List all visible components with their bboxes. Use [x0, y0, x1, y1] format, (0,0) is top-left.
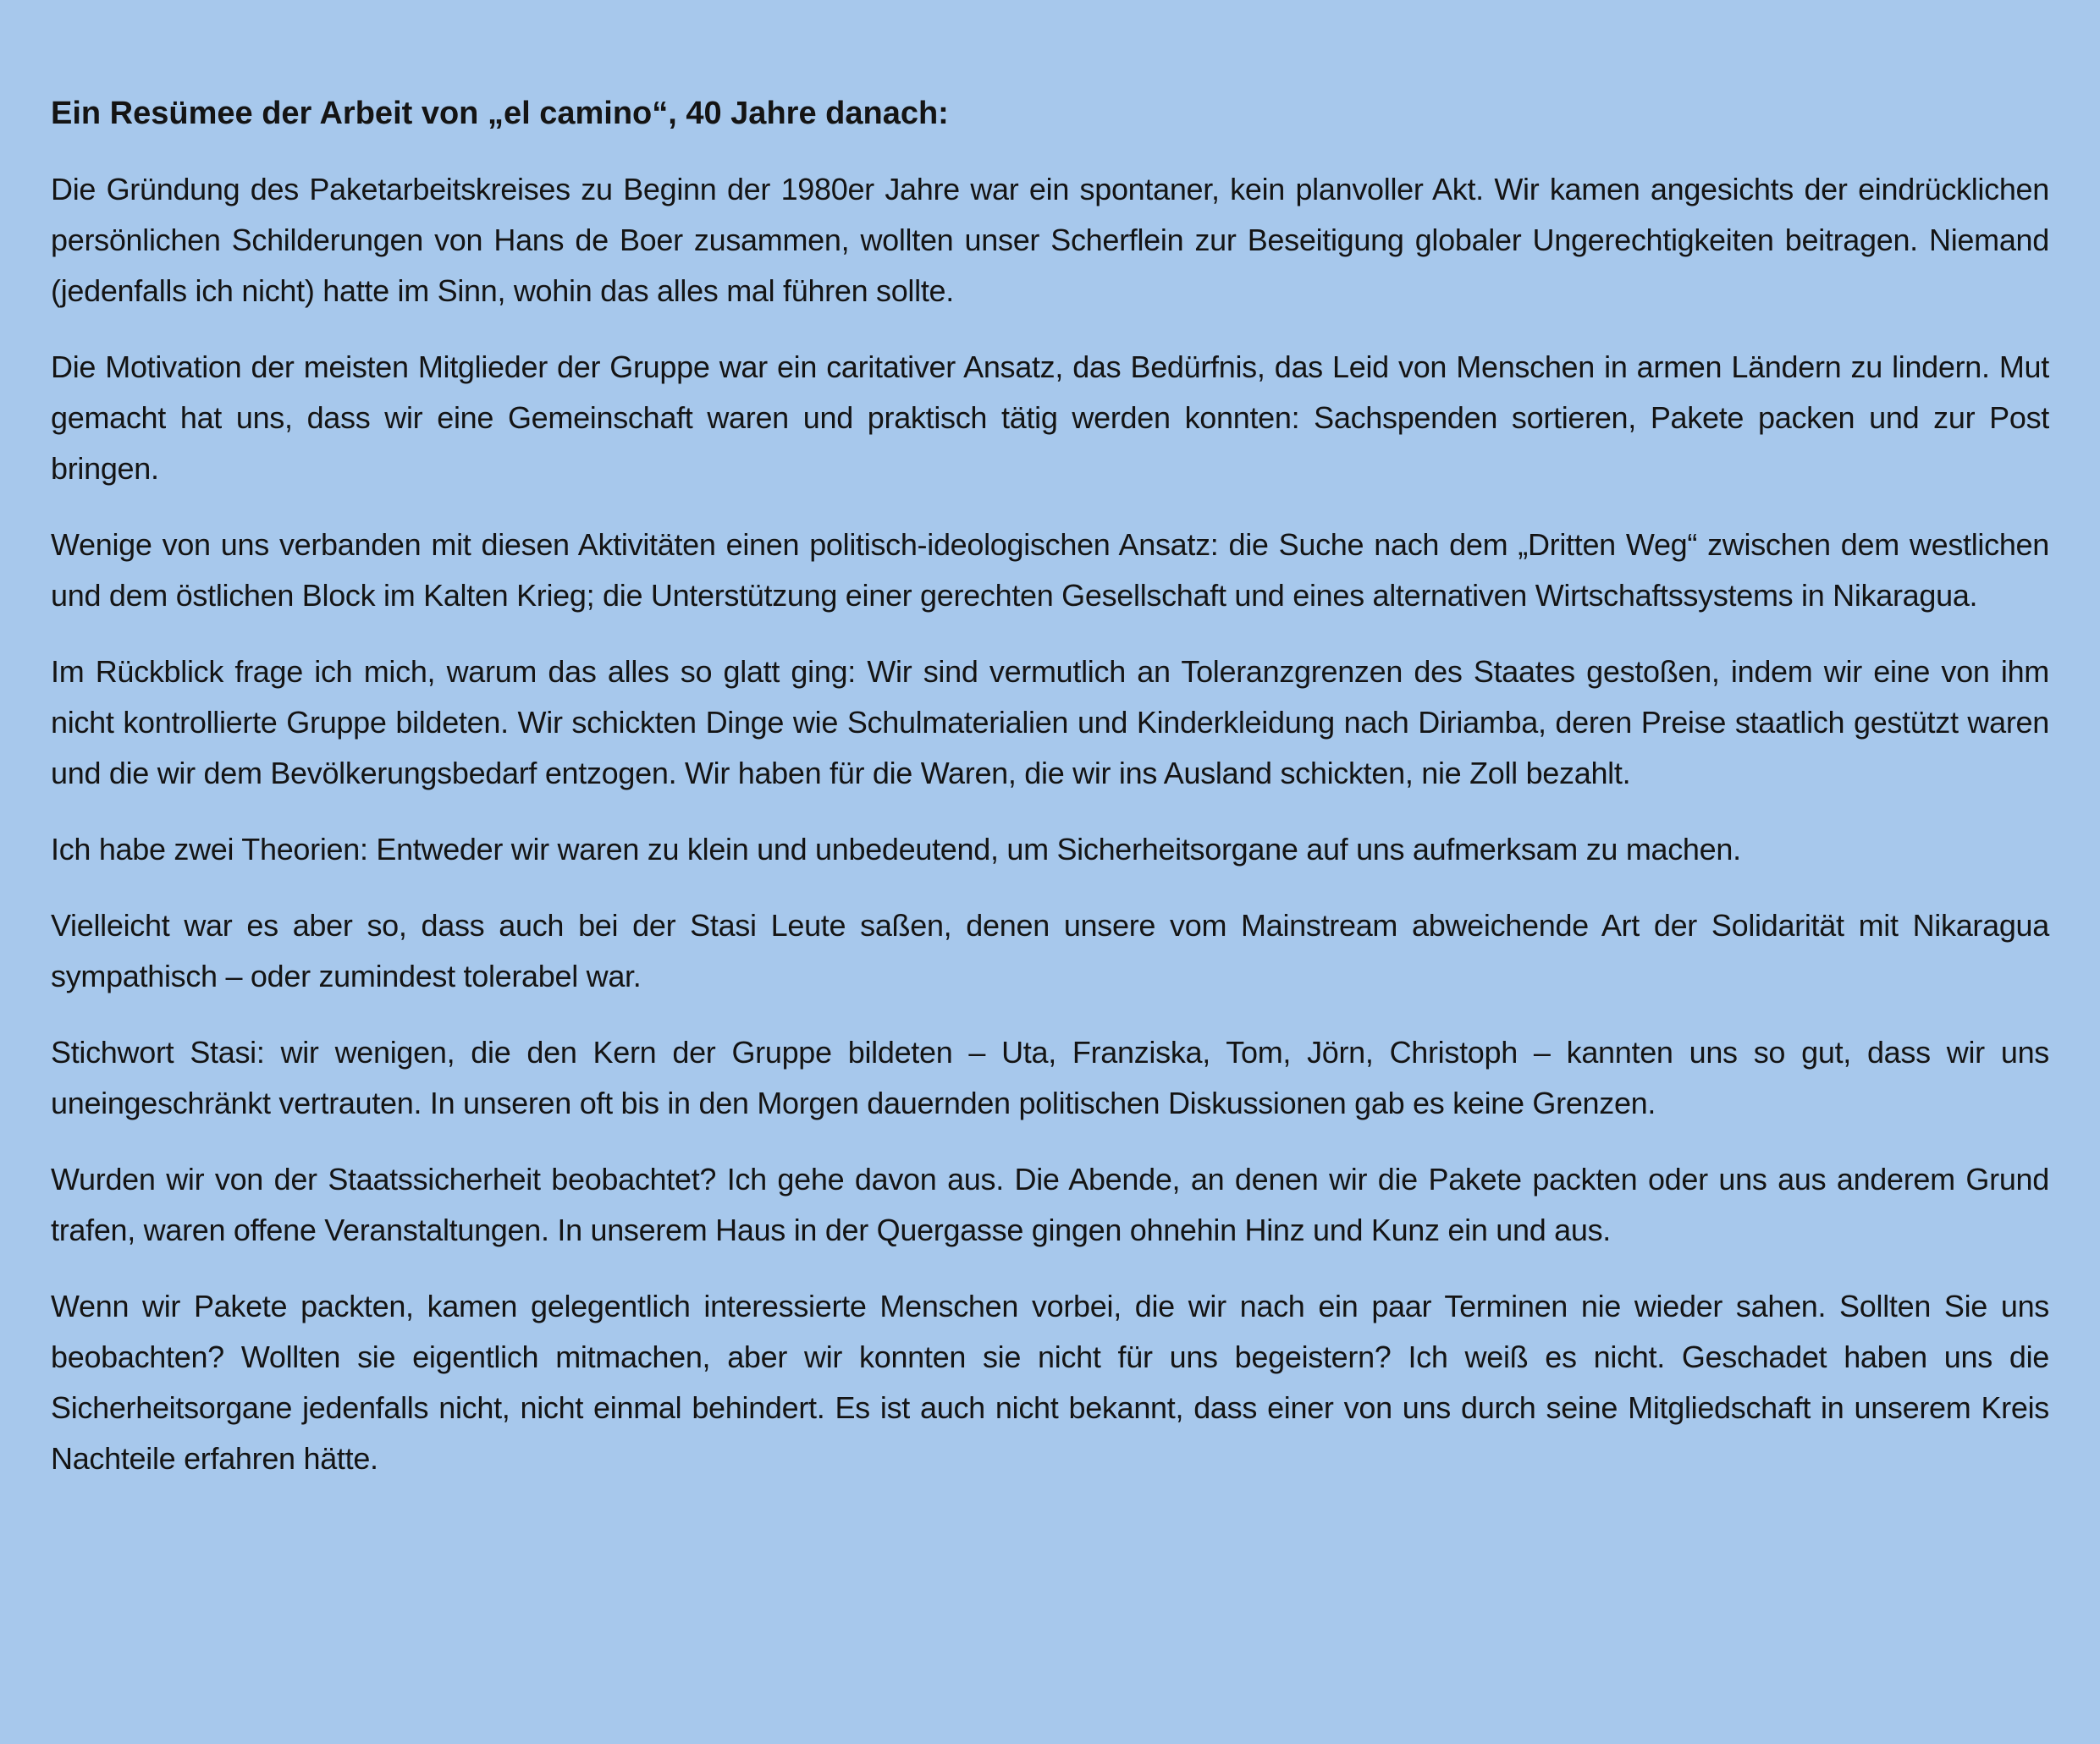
paragraph-9: Wenn wir Pakete packten, kamen gelegentlich interessierte Menschen vorbei, die wir nach ein paar Terminen nie wieder sahen. Sollten Sie uns beobachten? Wollten sie eigentlich mitmachen, aber wir konnten sie nicht für uns begeistern? Ich weiß es nicht. Geschadet haben uns die Sicherheitsorgane jedenfalls nicht, nicht einmal behindert. Es ist auch nicht bekannt, dass einer von uns durch seine Mitgliedschaft in unserem Kreis Nachteile erfahren hätte.: [51, 1289, 2049, 1476]
paragraph-2: Die Motivation der meisten Mitglieder der Gruppe war ein caritativer Ansatz, das Bedürfnis, das Leid von Menschen in armen Ländern zu lindern. Mut gemacht hat uns, dass wir eine Gemeinschaft waren und praktisch tätig werden konnten: Sachspenden sortieren, Pakete packen und zur Post bringen.: [51, 349, 2049, 486]
paragraph-7: Stichwort Stasi: wir wenigen, die den Kern der Gruppe bildeten – Uta, Franziska, Tom, Jörn, Christoph – kannten uns so gut, dass wir uns uneingeschränkt vertrauten. In unseren oft bis in den Morgen dauernden politischen Diskussionen gab es keine Grenzen.: [51, 1035, 2049, 1120]
document-heading: Ein Resümee der Arbeit von „el camino“, 40 Jahre danach:: [51, 96, 949, 131]
paragraph-6: Vielleicht war es aber so, dass auch bei der Stasi Leute saßen, denen unsere vom Mainstream abweichende Art der Solidarität mit Nikaragua sympathisch – oder zumindest tolerabel war.: [51, 908, 2049, 993]
paragraph-5: Ich habe zwei Theorien: Entweder wir waren zu klein und unbedeutend, um Sicherheitsorgane auf uns aufmerksam zu machen.: [51, 832, 1741, 866]
paragraph-3: Wenige von uns verbanden mit diesen Aktivitäten einen politisch-ideologischen Ansatz: die Suche nach dem „Dritten Weg“ zwischen dem westlichen und dem östlichen Block im Kalten Krieg; die Unterstützung einer gerechten Gesellschaft und eines alternativen Wirtschaftssystems in Nikaragua.: [51, 527, 2049, 613]
paragraph-1: Die Gründung des Paketarbeitskreises zu Beginn der 1980er Jahre war ein spontaner, kein planvoller Akt. Wir kamen angesichts der eindrücklichen persönlichen Schilderungen von Hans de Boer zusammen, wollten unser Scherflein zur Beseitigung globaler Ungerechtigkeiten beitragen. Niemand (jedenfalls ich nicht) hatte im Sinn, wohin das alles mal führen sollte.: [51, 172, 2049, 308]
paragraph-8: Wurden wir von der Staatssicherheit beobachtet? Ich gehe davon aus. Die Abende, an denen wir die Pakete packten oder uns aus anderem Grund trafen, waren offene Veranstaltungen. In unserem Haus in der Quergasse gingen ohnehin Hinz und Kunz ein und aus.: [51, 1162, 2049, 1247]
paragraph-4: Im Rückblick frage ich mich, warum das alles so glatt ging: Wir sind vermutlich an Toleranzgrenzen des Staates gestoßen, indem wir eine von ihm nicht kontrollierte Gruppe bildeten. Wir schickten Dinge wie Schulmaterialien und Kinderkleidung nach Diriamba, deren Preise staatlich gestützt waren und die wir dem Bevölkerungsbedarf entzogen. Wir haben für die Waren, die wir ins Ausland schickten, nie Zoll bezahlt.: [51, 654, 2049, 790]
